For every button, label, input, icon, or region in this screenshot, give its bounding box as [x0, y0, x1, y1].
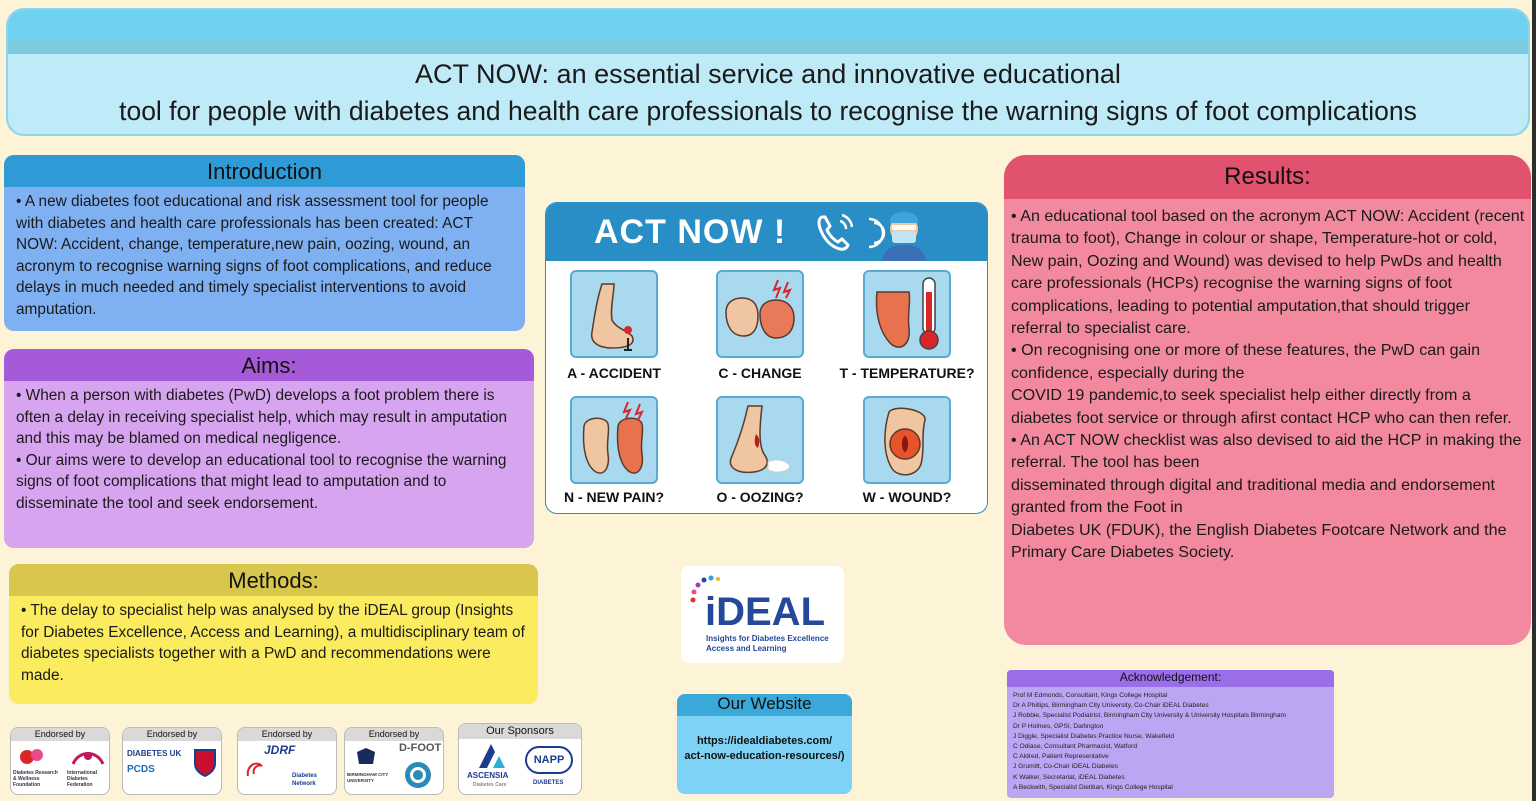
ideal-subtitle-line-2: Access and Learning — [706, 644, 787, 653]
ideal-wordmark: iDEAL — [705, 590, 825, 634]
oozing-label: O - OOZING? — [716, 489, 804, 505]
temperature-tile — [863, 270, 951, 358]
website-link-line-2[interactable]: act-now-education-resources/) — [684, 750, 845, 762]
swirl-logo-icon — [244, 758, 266, 780]
aims-body — [4, 381, 534, 515]
endorsement-logo-2: Diabetes Network — [292, 773, 318, 787]
endorsement-heading: Endorsed by — [345, 728, 443, 741]
results-heading: Results: — [1004, 155, 1531, 199]
acknowledgement-line: J Diggle, Specialist Diabetes Practice Nurse, Wakefield — [1013, 732, 1175, 740]
endorsement-logo-2: PCDS — [127, 764, 155, 775]
endorsement-card — [344, 727, 444, 795]
acknowledgement-line: K Walker, Secretariat, iDEAL Diabetes — [1013, 773, 1125, 781]
introduction-panel — [4, 155, 525, 331]
phone-call-icon — [814, 211, 858, 253]
methods-heading: Methods: — [9, 564, 538, 596]
acknowledgement-line: A Beckwith, Specialist Dietitian, Kings College Hospital — [1013, 783, 1173, 791]
acknowledgement-line: Dr P Holmes, GPSI, Darlington — [1013, 722, 1104, 730]
thermometer-foot-icon — [865, 272, 949, 356]
endorsement-card — [10, 727, 110, 795]
website-link-line-1[interactable]: https://idealdiabetes.com/ — [696, 735, 833, 747]
introduction-text: • A new diabetes foot educational and risk assessment tool for people with diabetes and health care professionals has been created: ACT NOW: Accident, change, temperature,new pain, oozing, wound, an acronym to recognise warning signs of foot complications, and reduce delays in much needed and timely specialist interventions to avoid amputation. — [16, 193, 492, 318]
acknowledgement-line: C Aldred, Patient Representative — [1013, 753, 1109, 761]
title-banner — [6, 8, 1530, 136]
results-body — [1004, 199, 1531, 564]
temperature-label: T - TEMPERATURE? — [839, 365, 975, 381]
results-item: • On recognising one or more of these features, the PwD can gain confidence, especially during the — [1011, 341, 1481, 382]
endorsement-logo-1: JDRF — [264, 743, 296, 757]
poster-title — [8, 56, 1528, 130]
title-strip — [8, 10, 1528, 40]
acknowledgement-heading: Acknowledgement: — [1007, 670, 1334, 687]
acknowledgement-line: Dr A Phillips, Birmingham City University, Co-Chair iDEAL Diabetes — [1013, 702, 1209, 710]
sponsors-card — [458, 723, 582, 795]
change-tile — [716, 270, 804, 358]
doctor-mask-icon — [868, 205, 938, 261]
wound-tile — [863, 396, 951, 484]
endorsement-logo-2: D-FOOT — [399, 742, 442, 754]
ideal-subtitle — [706, 634, 829, 654]
accident-tile — [570, 270, 658, 358]
sponsor-logo-1-sub: Diabetes Care — [473, 782, 507, 788]
methods-panel — [9, 564, 538, 704]
endorsement-heading: Endorsed by — [11, 728, 109, 741]
methods-body — [9, 596, 538, 686]
accident-label: A - ACCIDENT — [567, 365, 661, 381]
methods-text: • The delay to specialist help was analysed by the iDEAL group (Insights for Diabetes Excellence, Access and Learning), a multidisciplinary team of diabetes specialists together with a PwD and recommendations were made. — [21, 602, 525, 684]
endorsement-card — [237, 727, 337, 795]
aims-item: • Our aims were to develop an educational tool to recognise the warning signs of foot complications that might lead to amputation and to disseminate the tool and seek endorsement. — [16, 451, 507, 512]
endorsement-logo-1: DIABETES UK — [127, 749, 182, 758]
website-link[interactable] — [677, 716, 852, 764]
results-item: • An educational tool based on the acronym ACT NOW: Accident (recent trauma to foot), Change in colour or shape, Temperature-hot or cold, New pain, Oozing and Wound) was devised to help PwDs and health care professionals (HCPs) recognise the warning signs of foot complications, leading to potential amputation,that should trigger referral to specialist care. — [1011, 207, 1525, 338]
oozing-tile — [716, 396, 804, 484]
aims-item: • When a person with diabetes (PwD) develops a foot problem there is often a delay in receiving specialist help, which may result in amputation and this may be blamed on medical negligence. — [16, 387, 508, 448]
napp-logo — [525, 746, 573, 774]
results-item: COVID 19 pandemic,to seek specialist help either directly from a diabetes foot service or through afirst contact HCP who can then refer. — [1011, 386, 1512, 427]
foot-pain-icon — [572, 398, 656, 482]
acknowledgement-panel — [1007, 670, 1334, 798]
sponsor-logo-1: ASCENSIA — [467, 771, 509, 780]
university-crest-icon — [355, 746, 377, 768]
title-line-1: ACT NOW: an essential service and innovative educational — [415, 59, 1121, 89]
acknowledgement-line: Prof M Edmonds, Consultant, Kings College Hospital — [1013, 692, 1168, 699]
acknowledgement-line: J Grumitt, Co-Chair iDEAL Diabetes — [1013, 763, 1118, 771]
acknowledgement-line: J Robbie, Specialist Podiatrist, Birmingham City University & University Hospitals Birmingham — [1013, 712, 1286, 720]
new-pain-tile — [570, 396, 658, 484]
ideal-subtitle-line-1: Insights for Diabetes Excellence — [706, 634, 829, 643]
sponsors-heading: Our Sponsors — [459, 724, 581, 739]
dfoot-badge-icon — [403, 760, 433, 790]
ideal-logo — [681, 566, 844, 663]
endorsement-logo-1: Diabetes Research & Wellness Foundation — [13, 770, 58, 788]
aims-panel — [4, 349, 534, 548]
endorsement-card — [122, 727, 222, 795]
results-item: • An ACT NOW checklist was also devised to aid the HCP in making the referral. The tool has been — [1011, 431, 1522, 472]
results-panel — [1004, 155, 1531, 645]
title-line-2: tool for people with diabetes and health care professionals to recognise the warning signs of foot complications — [119, 96, 1417, 126]
sponsor-logo-2: NAPP — [533, 754, 565, 766]
foot-accident-icon — [572, 272, 656, 356]
endorsement-logo-1: BIRMINGHAM CITY UNIVERSITY — [347, 772, 389, 783]
act-now-card — [545, 202, 988, 514]
sponsor-logo-2-sub: DIABETES — [533, 780, 564, 786]
results-item: Diabetes UK (FDUK), the English Diabetes Footcare Network and the Primary Care Diabetes Society. — [1011, 520, 1507, 562]
idf-logo-icon — [71, 746, 105, 768]
act-now-title: ACT NOW ! — [594, 213, 787, 251]
ascensia-logo-icon — [475, 742, 509, 770]
page-edge — [1532, 0, 1536, 801]
endorsement-heading: Endorsed by — [238, 728, 336, 741]
acknowledgement-line: C Odiase, Consultant Pharmacist, Watford — [1013, 743, 1137, 751]
endorsement-heading: Endorsed by — [123, 728, 221, 741]
endorsement-logo-2: International Diabetes Federation — [67, 770, 98, 788]
act-now-header — [546, 203, 987, 261]
foot-change-icon — [718, 272, 802, 356]
website-heading: Our Website — [677, 694, 852, 716]
title-divider — [8, 40, 1528, 54]
introduction-heading: Introduction — [4, 155, 525, 187]
foot-wound-icon — [865, 398, 949, 482]
wound-label: W - WOUND? — [862, 489, 952, 505]
website-panel — [677, 694, 852, 794]
introduction-body — [4, 187, 525, 321]
acknowledgement-list — [1007, 687, 1334, 793]
college-crest-icon — [193, 748, 217, 778]
foot-oozing-icon — [718, 398, 802, 482]
change-label: C - CHANGE — [718, 365, 802, 381]
drwf-logo-icon — [17, 746, 47, 768]
aims-heading: Aims: — [4, 349, 534, 381]
new-pain-label: N - NEW PAIN? — [563, 489, 665, 505]
results-item: disseminated through digital and traditional media and endorsement granted from the Foot in — [1011, 475, 1496, 517]
